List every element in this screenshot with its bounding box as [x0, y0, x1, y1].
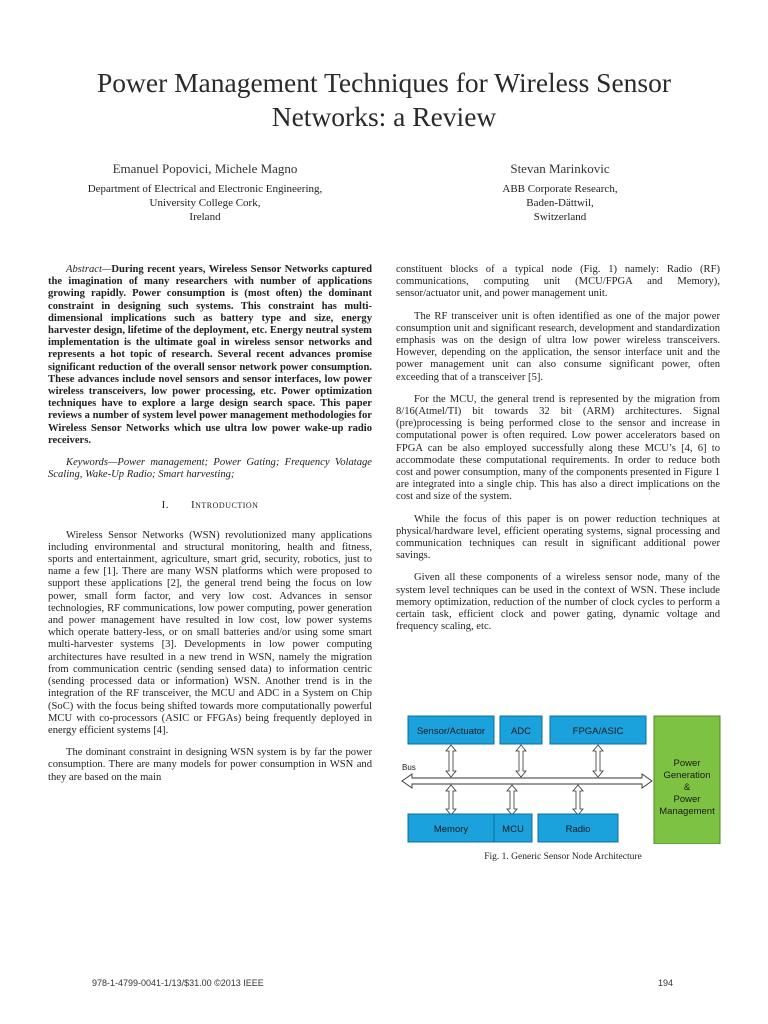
power-management-label: Generation: [663, 770, 711, 781]
author-names-right: Stevan Marinkovic: [510, 161, 610, 176]
mcu-label: MCU: [502, 824, 524, 835]
caption-number: Fig. 1.: [484, 852, 509, 862]
right-column: [396, 264, 720, 643]
affiliation-line: Ireland: [189, 211, 221, 223]
power-management-label: &: [683, 782, 691, 793]
section-heading: [48, 499, 372, 511]
abstract: [48, 264, 372, 447]
node-architecture-figure: [398, 714, 728, 844]
fpga-asic-label: FPGA/ASIC: [572, 726, 624, 737]
bus-label: Bus: [402, 763, 416, 772]
caption-text: Generic Sensor Node Architecture: [511, 852, 642, 862]
memory-label: Memory: [433, 824, 469, 835]
left-column: [48, 264, 372, 794]
adc-label: ADC: [510, 726, 532, 737]
body-paragraph: constituent blocks of a typical node (Fig. 1) namely: Radio (RF) communications, computing unit (MCU/FPGA and Memory), sensor/actuator unit, and power management unit.: [396, 264, 720, 300]
affiliation-line: University College Cork,: [149, 197, 261, 209]
section-number: I.: [161, 499, 169, 512]
affiliation-line: ABB Corporate Research,: [502, 183, 618, 195]
author-names-left: Emanuel Popovici, Michele Magno: [112, 161, 298, 176]
affiliation-line: Switzerland: [533, 211, 587, 223]
body-paragraph: Wireless Sensor Networks (WSN) revolutionized many applications including environmental and structural monitoring, health and fitness, sports and entertainment, agriculture, smart grid, security, robotics, just to name a few [1]. There are many WSN platforms which were proposed to support these applications [2], the general trend being the focus on low power, small form factor, and very low cost. Advances in sensor technologies, RF communications, low power computing, power generation and power management have resulted in low cost, low power systems which operate battery-less, or on small batteries and/or using some smart multi-harvester systems [3]. Developments in low power computing architectures have resulted in a new trend in WSN, namely the migration from communication centric (sending sensed data) to information centric (sending processed data or information) WSN. Another trend is in the integration of the RF transceiver, the MCU and ADC in a System on Chip (SoC) with the focus being shifted towards more computationally powerful MCU with co-processors (ASIC or FFGAs) being frequently deployed in energy efficient systems [4].: [48, 529, 372, 736]
keywords: Keywords—Power management; Power Gating; Frequency Volatage Scaling, Wake-Up Radio; Smart harvesting;: [48, 457, 372, 481]
body-paragraph: Given all these components of a wireless sensor node, many of the system level techniques can be used in the context of WSN. These include memory optimization, reduction of the number of clock cycles to perform a certain task, efficient clock and power gating, dynamic voltage and frequency scaling, etc.: [396, 572, 720, 633]
body-paragraph: The dominant constraint in designing WSN system is by far the power consumption. There are many models for power consumption in WSN and they are based on the main: [48, 747, 372, 783]
page-number: 194: [658, 978, 674, 988]
body-paragraph: The RF transceiver unit is often identified as one of the major power consumption unit and significant research, development and standardization emphasis was on the design of ultra low power wireless transceivers. However, depending on the application, the sensor interface unit and the power management unit can also consume significant power, often exceeding that of a transceiver [5].: [396, 310, 720, 383]
paper-title: Power Management Techniques for Wireless Sensor Networks: a Review: [96, 67, 672, 132]
power-management-label: Management: [659, 806, 715, 817]
section-title: Introduction: [190, 499, 259, 512]
author-block-right: [420, 162, 700, 224]
radio-label: Radio: [565, 824, 591, 835]
power-management-label: Power: [673, 758, 701, 769]
body-paragraph: While the focus of this paper is on power reduction techniques at physical/hardware level, efficient operating systems, signal processing and communication techniques can result in significant additional power savings.: [396, 513, 720, 562]
sensor-actuator-label: Sensor/Actuator: [416, 726, 486, 737]
body-paragraph: For the MCU, the general trend is represented by the migration from 8/16(Atmel/TI) bit towards 32 bit (ARM) architectures. Signal (pre)processing is being performed close to the sensor and increase in computational power is often required. Low power accelerators based on FPGA can be also employed successfully along these MCU’s [4, 6] to accommodate these computational requirements. In order to reduce both cost and power consumption, many of the components presented in Figure 1 are integrated into a single chip. This has also a direct implications on the cost and size of the system.: [396, 393, 720, 503]
figure-caption: [398, 852, 728, 862]
affiliation-line: Department of Electrical and Electronic Engineering,: [87, 183, 323, 195]
footer-copyright: 978-1-4799-0041-1/13/$31.00 ©2013 IEEE: [92, 978, 264, 988]
abstract-lead: Abstract—: [66, 264, 112, 275]
power-management-label: Power: [673, 794, 701, 805]
abstract-body: During recent years, Wireless Sensor Networks captured the imagination of many researchers with number of applications growing rapidly. Power consumption is (most often) the dominant constraint in designing such systems. This constraint has multi-dimensional implications such as battery type and size, energy harvester design, lifetime of the deployment, etc. Energy neutral system implementation is the ultimate goal in wireless sensor networks and represents a hot topic of research. Several recent advances promise significant reduction of the overall sensor network power consumption. These advances include novel sensors and sensor interfaces, low power wireless transceivers, low power processing, etc. Power optimization techniques have to explore a large design search space. This paper reviews a number of system level power management methodologies for Wireless Sensor Networks which use ultra low power wake-up radio receivers.: [48, 264, 372, 446]
bus-arrow: [402, 774, 652, 788]
affiliation-line: Baden-Dättwil,: [526, 197, 594, 209]
author-block-left: [50, 162, 360, 224]
